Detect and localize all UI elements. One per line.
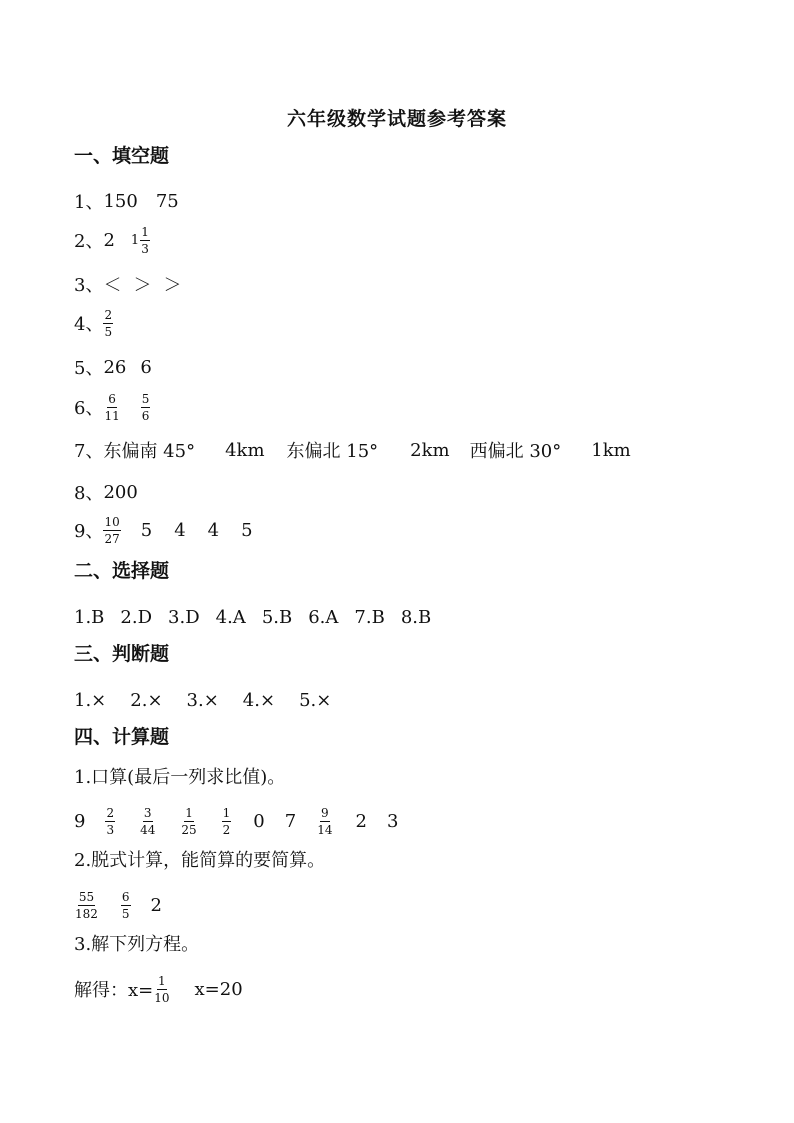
fraction: $\frac{3}{44}$: [140, 805, 156, 837]
calc-part-1-label: 1.口算(最后一列求比值)。: [74, 767, 286, 788]
calc-part-3-label: 3.解下列方程。: [74, 934, 200, 955]
fraction: $\frac{1}{10}$: [154, 973, 170, 1005]
question-number: 9、: [74, 521, 104, 542]
judge-answer: 5.×: [299, 689, 332, 711]
answer-value: ＜: [103, 275, 122, 296]
section-heading-true-false: 三、判断题: [74, 643, 170, 665]
calc-part-3-answers: [74, 969, 243, 1009]
answer-value: 东偏北 15°: [286, 441, 379, 462]
answer-value: 西偏北 30°: [469, 441, 562, 462]
calc-part-1-answers: [74, 801, 398, 841]
answer-line-3: [74, 264, 181, 304]
question-number: 1、: [74, 192, 104, 213]
answer-value: 5: [241, 519, 253, 541]
judge-answer: 1.×: [74, 689, 107, 711]
fraction: $\frac{5}{6}$: [141, 391, 150, 423]
choice-answer: 2.D: [120, 606, 153, 628]
answer-value: 2km: [410, 439, 450, 461]
choice-answer: 1.B: [74, 606, 105, 628]
choice-answer: 4.A: [215, 606, 246, 628]
page-title: 六年级数学试题参考答案: [286, 108, 507, 130]
section-heading-multiple-choice: 二、选择题: [74, 560, 170, 582]
answer-value: 200: [103, 481, 138, 503]
fraction: $\frac{2}{3}$: [106, 805, 115, 837]
answer-value: 4: [207, 519, 220, 541]
answer-line-1: [74, 181, 179, 221]
section-heading-calculation: 四、计算题: [74, 726, 170, 748]
answer-value: x=20: [194, 978, 243, 1000]
answer-prefix: 解得：x=: [74, 980, 154, 1001]
answer-value: 2: [355, 810, 367, 832]
answer-line-4: [74, 303, 113, 343]
section-heading-fill-blank: 一、填空题: [74, 145, 170, 167]
fraction: $\frac{55}{182}$: [75, 889, 98, 921]
choice-answer: 5.B: [261, 606, 293, 628]
answer-value: ＞: [133, 275, 152, 296]
fraction: $\frac{1}{25}$: [181, 805, 197, 837]
question-number: 3、: [74, 275, 104, 296]
answer-line-9: [74, 510, 253, 550]
question-number: 7、: [74, 441, 104, 462]
answer-line-7: [74, 430, 631, 470]
answer-value: 1km: [591, 439, 631, 461]
choice-answer: 3.D: [168, 606, 200, 628]
answer-value: 75: [155, 190, 179, 212]
judge-answer: 4.×: [242, 689, 276, 711]
answer-value: 26: [103, 356, 127, 378]
judge-answer: 3.×: [186, 689, 219, 711]
choice-answers: [74, 597, 431, 637]
judge-answer: 2.×: [130, 689, 163, 711]
answer-value: 2: [150, 894, 162, 916]
answer-value: 东偏南 45°: [103, 441, 196, 462]
answer-value: 6: [140, 356, 152, 378]
question-number: 8、: [74, 483, 104, 504]
fraction: $\frac{1}{3}$: [141, 224, 149, 256]
choice-answer: 6.A: [308, 606, 339, 628]
answer-value: 4km: [225, 439, 265, 461]
answer-value: 150: [103, 190, 138, 212]
answer-value: 2: [103, 229, 115, 251]
question-number: 2、: [74, 231, 104, 252]
answer-line-2: [74, 220, 150, 260]
answer-value: 0: [253, 810, 265, 832]
answer-value: ＞: [163, 275, 182, 296]
fraction: $\frac{9}{14}$: [317, 805, 333, 837]
answer-value: 4: [174, 519, 186, 541]
fraction: $\frac{1}{2}$: [222, 805, 231, 837]
answer-line-6: [74, 387, 150, 427]
answer-line-8: [74, 472, 138, 512]
question-number: 6、: [74, 398, 104, 419]
question-number: 4、: [74, 314, 104, 335]
fraction: $\frac{10}{27}$: [104, 514, 120, 546]
answer-value: 5: [140, 519, 153, 541]
fraction: $\frac{6}{5}$: [121, 889, 130, 921]
choice-answer: 7.B: [354, 606, 385, 628]
calc-part-2-label: 2.脱式计算，能简算的要简算。: [74, 850, 326, 871]
answer-value: 3: [386, 810, 399, 832]
judge-answers: [74, 680, 331, 720]
answer-value: 7: [284, 810, 297, 832]
choice-answer: 8.B: [400, 606, 432, 628]
calc-part-2-answers: [74, 885, 162, 925]
fraction: $\frac{2}{5}$: [104, 307, 113, 339]
answer-line-5: [74, 347, 152, 387]
question-number: 5、: [74, 358, 104, 379]
answer-value: 9: [74, 810, 86, 832]
mixed-number: 1 $\frac{1}{3}$: [130, 224, 149, 256]
fraction: $\frac{6}{11}$: [104, 391, 120, 423]
